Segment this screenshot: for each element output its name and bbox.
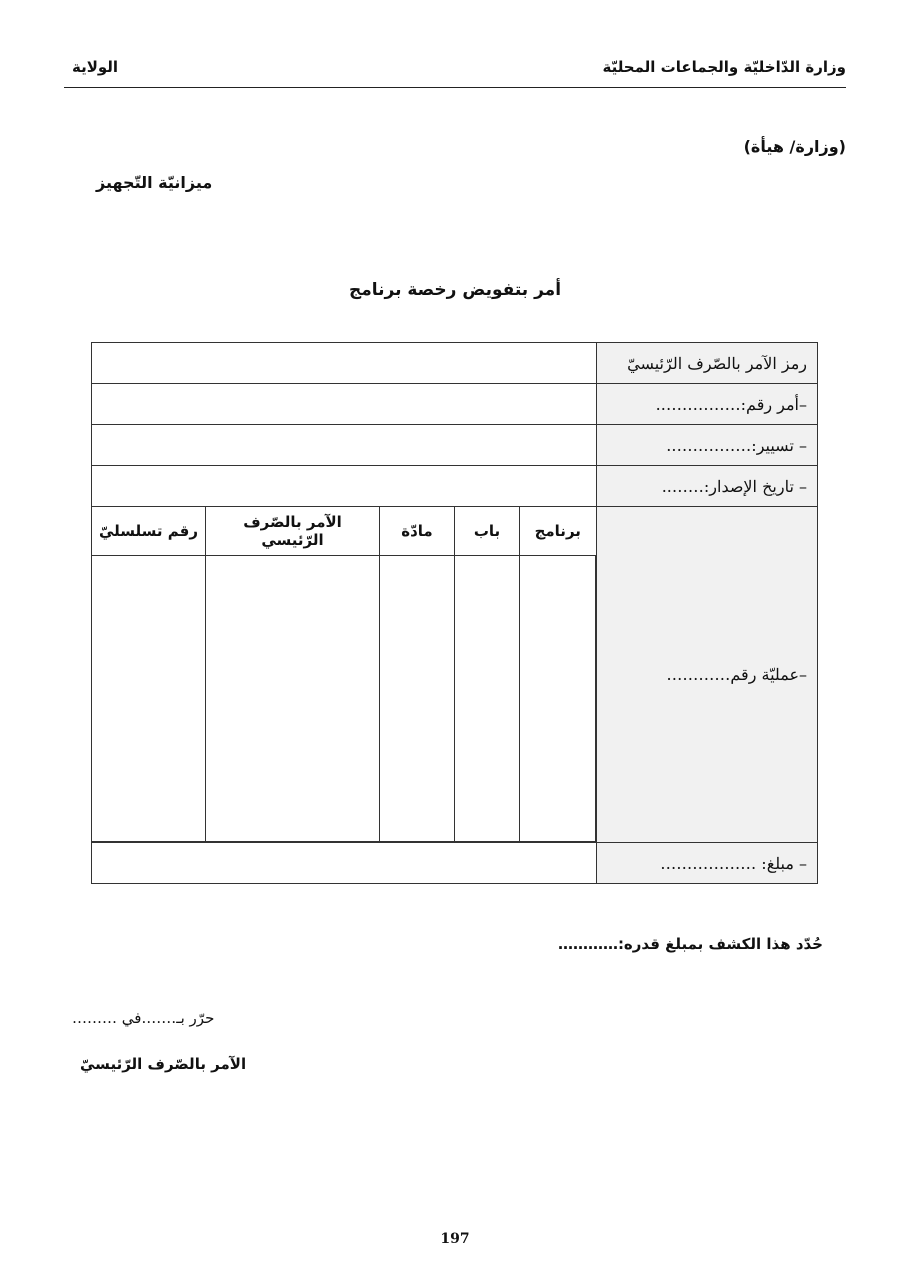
column-header-serial-number: رقم تسلسليّ [92,507,206,556]
management-label: – تسيير:……………. [597,425,818,466]
page-number: 197 [440,1231,470,1247]
article-entry[interactable] [380,556,455,842]
amount-value[interactable] [92,843,597,884]
ministry-body-label: (وزارة/ هيأة) [743,137,846,156]
ministry-name: وزارة الدّاخليّة والجماعات المحليّة [602,58,846,76]
main-authorizer-entry[interactable] [206,556,380,842]
column-header-program: برنامج [520,507,596,556]
form-row-amount [92,843,818,884]
issue-date-label: – تاريخ الإصدار:…….. [597,466,818,507]
operation-number-label: –عمليّة رقم………… [597,507,818,843]
program-entry[interactable] [520,556,596,842]
issue-date-value[interactable] [92,466,597,507]
serial-number-entry[interactable] [92,556,206,842]
written-at-line: حرّر بـ…….في ……… [72,1009,215,1027]
amount-label: – مبلغ: ……………… [597,843,818,884]
column-header-chapter: باب [455,507,520,556]
form-row-issue-date [92,466,818,507]
wilaya-label: الولاية [72,58,119,76]
column-header-article: مادّة [380,507,455,556]
authorizer-code-value[interactable] [92,343,597,384]
form-row-management [92,425,818,466]
order-number-label: –أمر رقم:……………. [597,384,818,425]
document-title: أمر بتفويض رخصة برنامج [348,280,562,300]
classification-header-row [92,507,596,556]
classification-table [92,507,596,842]
management-value[interactable] [92,425,597,466]
form-row-operation [92,507,818,843]
header-divider [64,87,846,88]
signatory-label: الآمر بالصّرف الرّئيسيّ [80,1055,247,1073]
form-row-order-number [92,384,818,425]
authorization-form-table [91,342,818,884]
classification-cell [92,507,597,843]
chapter-entry[interactable] [455,556,520,842]
classification-body-row [92,556,596,842]
budget-label: ميزانيّة التّجهيز [96,173,213,192]
fixed-amount-statement: حُدّد هذا الكشف بمبلغ قدره:………… [557,935,823,953]
form-row-authorizer-code [92,343,818,384]
authorizer-code-label: رمز الآمر بالصّرف الرّئيسيّ [597,343,818,384]
column-header-main-authorizer: الآمر بالصّرف الرّئيسي [206,507,380,556]
order-number-value[interactable] [92,384,597,425]
